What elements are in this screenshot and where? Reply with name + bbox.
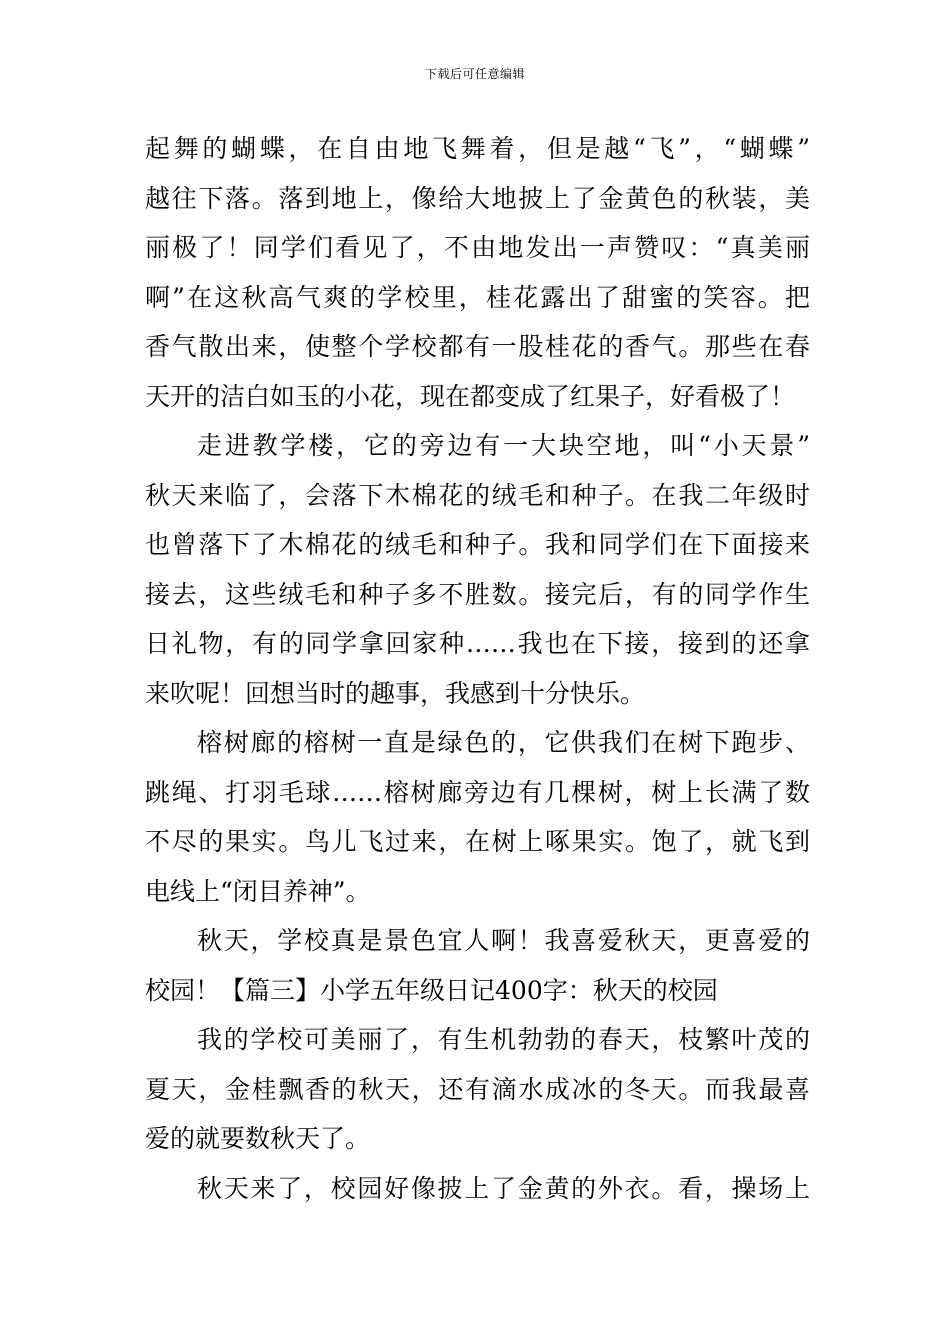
text-line: 起舞的蝴蝶，在自由地飞舞着，但是越“飞”，“蝴蝶” [145,134,810,163]
text-line: 来吹呢！回想当时的趣事，我感到十分快乐。 [145,678,646,708]
text-line: 日礼物，有的同学拿回家种……我也在下接，接到的还拿 [145,629,810,658]
text-line: 秋天来了，校园好像披上了金黄的外衣。看，操场上 [197,1173,810,1203]
text-line: 走进教学楼，它的旁边有一大块空地，叫“小天景” [197,431,810,460]
text-line: 秋天，学校真是景色宜人啊！我喜爱秋天，更喜爱的 [197,926,810,955]
text-line: 接去，这些绒毛和种子多不胜数。接完后，有的同学作生 [145,579,810,609]
text-line: 香气散出来，使整个学校都有一股桂花的香气。那些在春 [145,332,810,361]
text-line: 校园！【篇三】小学五年级日记400字：秋天的校园 [145,975,718,1005]
text-line: 电线上“闭目养神”。 [145,876,371,906]
text-line: 天开的洁白如玉的小花，现在都变成了红果子，好看极了！ [145,381,796,411]
text-line: 榕树廊的榕树一直是绿色的，它供我们在树下跑步、 [197,728,810,757]
page-header: 下载后可任意编辑 [424,67,525,81]
text-line: 爱的就要数秋天了。 [145,1124,371,1153]
text-line: 越往下落。落到地上，像给大地披上了金黄色的秋装，美 [145,183,810,213]
text-line: 不尽的果实。鸟儿飞过来，在树上啄果实。饱了，就飞到 [145,827,810,856]
text-line: 丽极了！同学们看见了，不由地发出一声赞叹：“真美丽 [145,233,810,262]
text-line: 秋天来临了，会落下木棉花的绒毛和种子。在我二年级时 [145,480,810,510]
text-line: 啊”在这秋高气爽的学校里，桂花露出了甜蜜的笑容。把 [145,282,810,312]
text-line: 我的学校可美丽了，有生机勃勃的春天，枝繁叶茂的 [197,1025,810,1054]
text-line: 夏天，金桂飘香的秋天，还有滴水成冰的冬天。而我最喜 [145,1074,810,1104]
text-line: 跳绳、打羽毛球……榕树廊旁边有几棵树，树上长满了数 [145,777,810,807]
document-body [145,124,810,1213]
text-line: 也曾落下了木棉花的绒毛和种子。我和同学们在下面接来 [145,530,810,559]
